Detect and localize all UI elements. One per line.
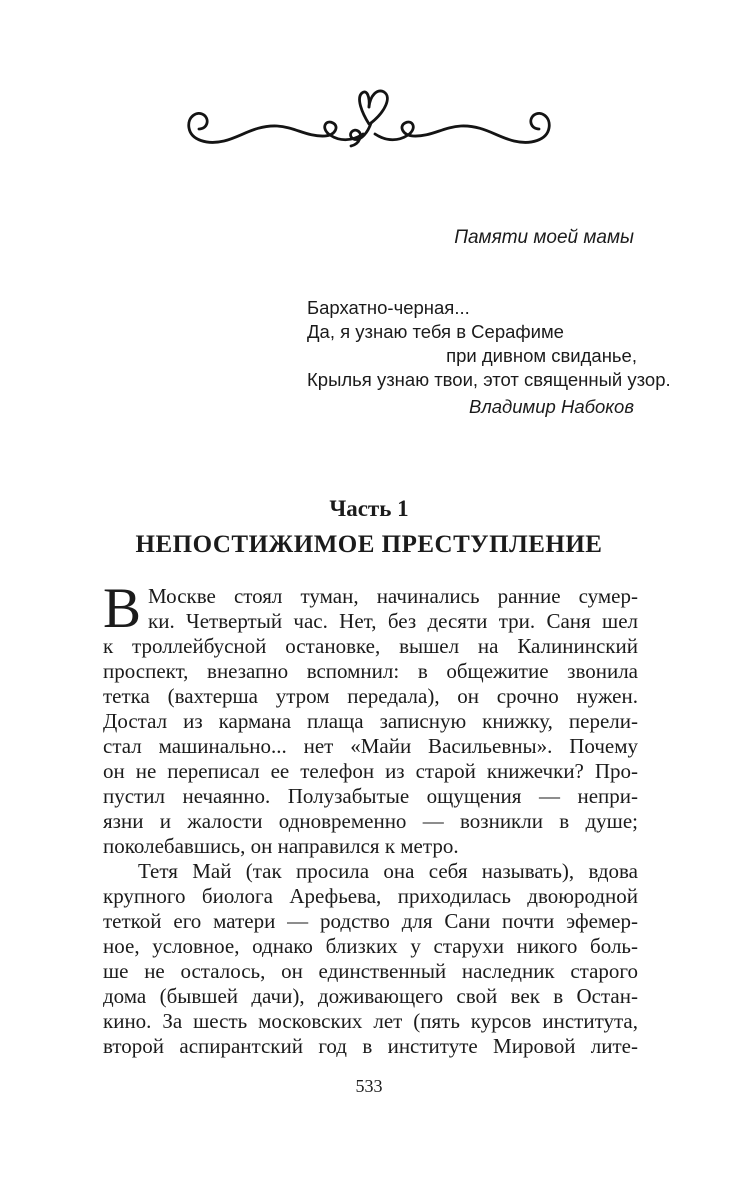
body-line: пустил нечаянно. Полузабытые ощущения — непри-	[103, 784, 638, 808]
body-line: поколебавшись, он направился к метро.	[103, 834, 459, 858]
epigraph-attribution: Владимир Набоков	[468, 396, 634, 417]
body-line: кино. За шесть московских лет (пять курсов института,	[103, 1009, 638, 1033]
body-line: он не переписал ее телефон из старой книжечки? Про-	[103, 759, 638, 783]
body-line: дома (бывшей дачи), доживающего свой век в Остан-	[103, 984, 638, 1008]
dedication: Памяти моей мамы	[454, 227, 634, 248]
body-line: язни и жалости одновременно — возникли в душе;	[103, 809, 638, 833]
drop-cap: В	[103, 577, 142, 640]
epigraph-line: Крылья узнаю твои, этот священный узор.	[307, 369, 671, 390]
body-line: Москве стоял туман, начинались ранние сумер-	[148, 584, 638, 608]
heart-flourish-icon	[167, 88, 571, 152]
body-line: второй аспирантский год в институте Мировой лите-	[103, 1034, 638, 1058]
body-line: стал машинально... нет «Майи Васильевны». Почему	[103, 734, 638, 758]
epigraph-line: Да, я узнаю тебя в Серафиме	[307, 321, 564, 342]
page-number: 533	[355, 1076, 383, 1096]
body-line: крупного биолога Арефьева, приходилась двоюродной	[103, 884, 638, 908]
body-line: ное, условное, однако близких у старухи никого боль-	[103, 934, 638, 958]
body-line: проспект, внезапно вспомнил: в общежитие звонила	[103, 659, 638, 683]
epigraph-line: Бархатно-черная...	[307, 297, 470, 318]
body-line: Тетя Май (так просила она себя называть), вдова	[138, 859, 638, 883]
body-line: тетка (вахтерша утром передала), он срочно нужен.	[103, 684, 638, 708]
body-text	[103, 577, 638, 1059]
body-line: ки. Четвертый час. Нет, без десяти три. Саня шел	[148, 609, 638, 633]
body-line: ше не осталось, он единственный наследник старого	[103, 959, 638, 983]
chapter-title: НЕПОСТИЖИМОЕ ПРЕСТУПЛЕНИЕ	[135, 531, 603, 558]
body-line: к троллейбусной остановке, вышел на Калининский	[103, 634, 638, 658]
part-heading: Часть 1	[329, 496, 409, 521]
body-line: Достал из кармана плаща записную книжку, перели-	[103, 709, 638, 733]
epigraph-line: при дивном свиданье,	[446, 345, 637, 366]
body-line: теткой его матери — родство для Сани почти эфемер-	[103, 909, 638, 933]
epigraph	[307, 296, 671, 392]
